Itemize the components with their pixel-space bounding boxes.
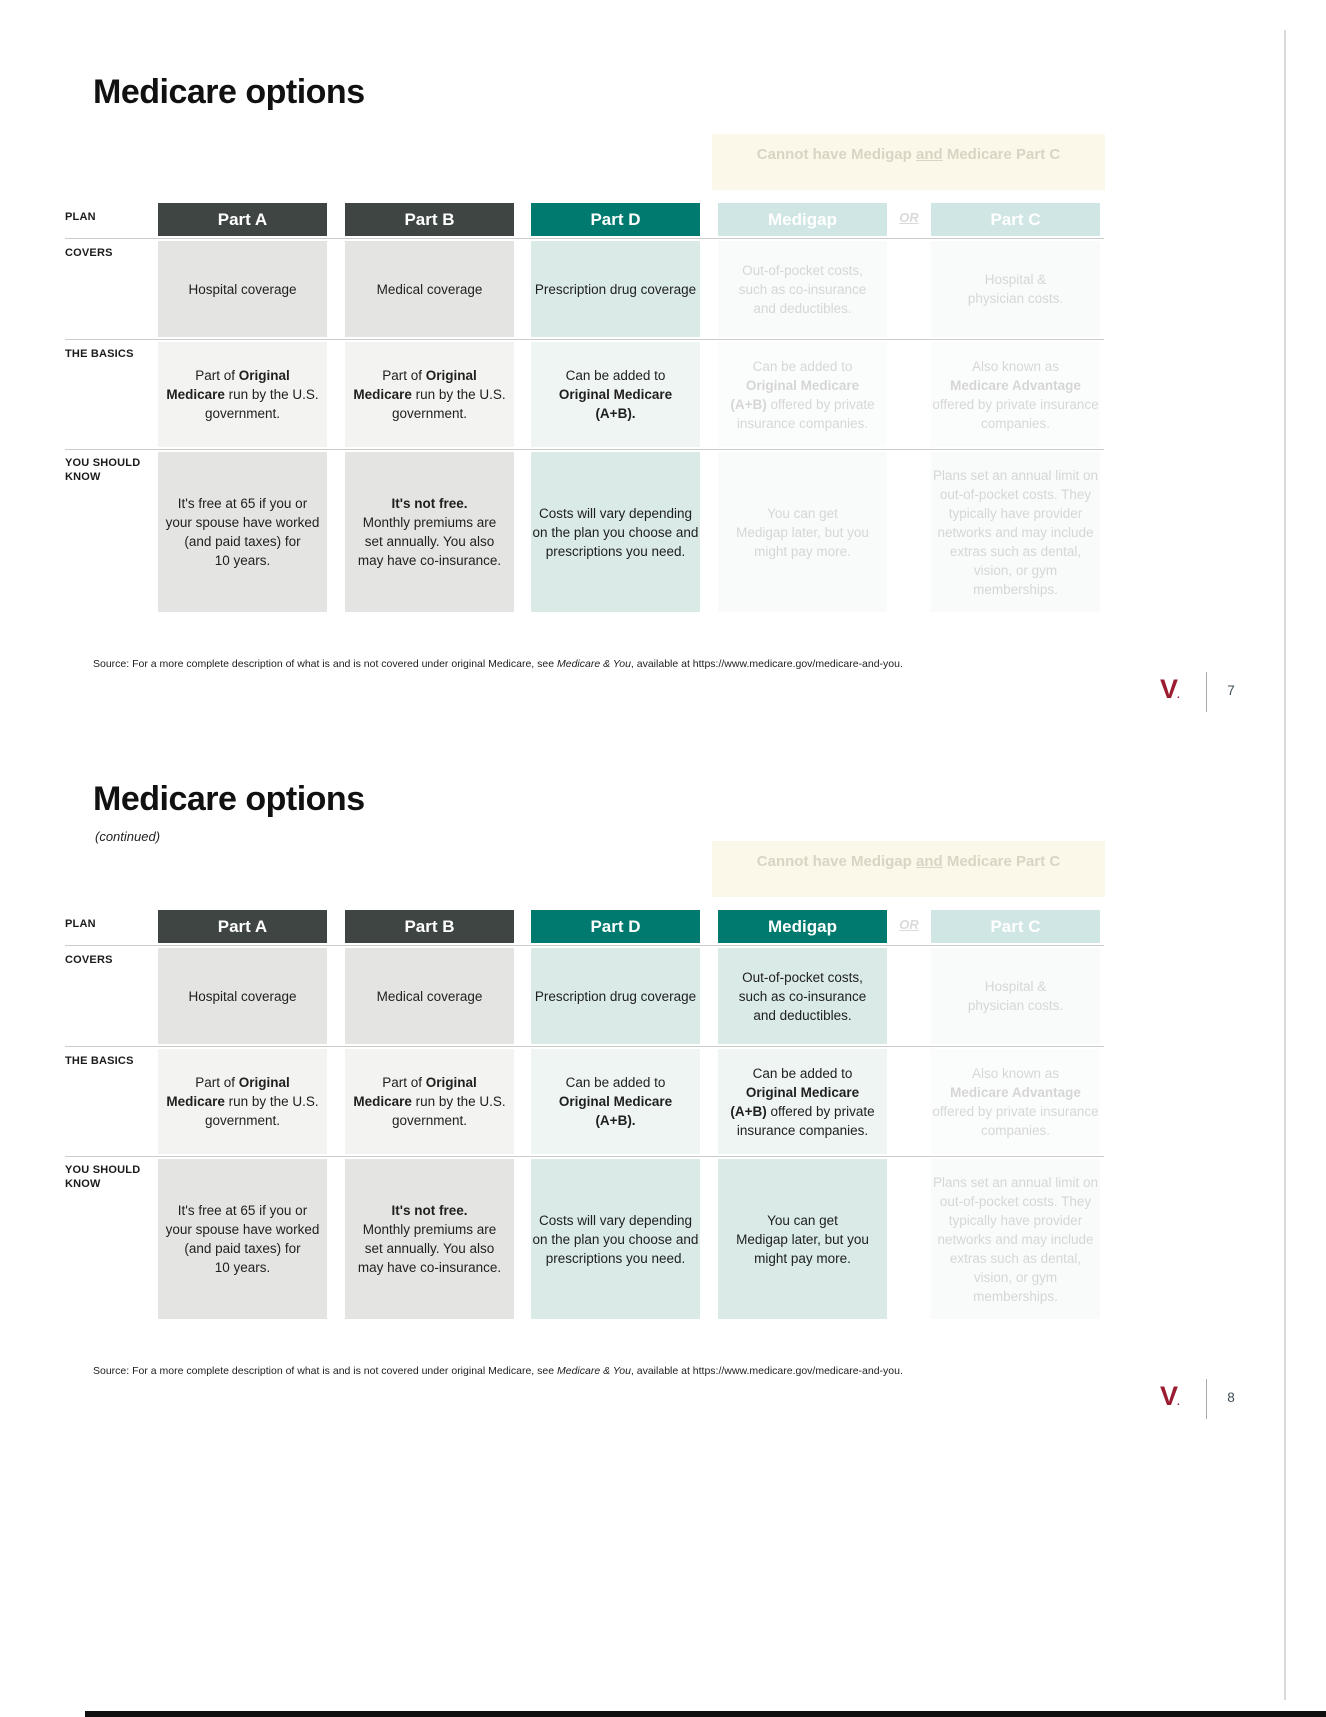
source-note: Source: For a more complete description of what is and is not covered under original Medicare, see Medicare & You, available at https://www.medicare.gov/medicare-and-you.: [93, 658, 903, 670]
slide-footer: [1150, 1379, 1280, 1425]
cell-part-b-basics: Part of Original Medicare run by the U.S. government.: [345, 1049, 514, 1154]
page-number: 7: [1227, 683, 1235, 698]
column-part-a: [158, 0, 327, 620]
page-number: 8: [1227, 1390, 1235, 1405]
cell-medigap-know: You can get Medigap later, but you might pay more.: [718, 452, 887, 612]
column-header-part-d: Part D: [531, 910, 700, 943]
page-subtitle-continued: (continued): [95, 829, 161, 844]
cell-medigap-basics: Can be added to Original Medicare (A+B) offered by private insurance companies.: [718, 1049, 887, 1154]
cannot-have-banner: Cannot have Medigap and Medicare Part C: [712, 134, 1105, 190]
row-label-covers: COVERS: [65, 954, 113, 966]
column-part-d: [531, 0, 700, 620]
cell-part-d-basics: Can be added to Original Medicare (A+B).: [531, 1049, 700, 1154]
cell-part-b-covers: Medical coverage: [345, 241, 514, 337]
cell-part-c-covers: Hospital & physician costs.: [931, 241, 1100, 337]
brand-v-logo: V.: [1160, 1381, 1179, 1411]
or-label: OR: [899, 210, 919, 225]
row-label-the-basics: THE BASICS: [65, 348, 134, 360]
column-header-medigap: Medigap: [718, 910, 887, 943]
row-label-you-should-know: YOU SHOULD KNOW: [65, 1164, 141, 1190]
comparison-table: [0, 0, 1326, 717]
cell-part-d-basics: Can be added to Original Medicare (A+B).: [531, 342, 700, 447]
page-title: Medicare options: [93, 780, 365, 818]
cell-medigap-covers: Out-of-pocket costs, such as co-insurance and deductibles.: [718, 948, 887, 1044]
column-header-part-a: Part A: [158, 203, 327, 236]
page-edge-line: [1284, 30, 1286, 1700]
banner-and-underlined: and: [915, 146, 943, 163]
row-label-covers: COVERS: [65, 247, 113, 259]
cell-part-c-know: Plans set an annual limit on out-of-pocket costs. They typically have provider networks and may include extras such as dental, vision, or gym memberships.: [931, 452, 1100, 612]
column-header-medigap: Medigap: [718, 203, 887, 236]
row-label-plan: PLAN: [65, 918, 96, 930]
column-part-a: [158, 707, 327, 1327]
column-header-part-c: Part C: [931, 203, 1100, 236]
slide-page-8: [0, 707, 1326, 1424]
bottom-bar: [85, 1711, 1326, 1717]
page-title: Medicare options: [93, 73, 365, 111]
slide-page-7: [0, 0, 1326, 717]
cell-part-d-know: Costs will vary depending on the plan you choose and prescriptions you need.: [531, 452, 700, 612]
cell-part-c-know: Plans set an annual limit on out-of-pocket costs. They typically have provider networks and may include extras such as dental, vision, or gym memberships.: [931, 1159, 1100, 1319]
cell-part-b-covers: Medical coverage: [345, 948, 514, 1044]
or-label: OR: [899, 917, 919, 932]
cell-part-c-basics: Also known as Medicare Advantage offered by private insurance companies.: [931, 1049, 1100, 1154]
banner-and-underlined: and: [915, 853, 943, 870]
row-label-the-basics: THE BASICS: [65, 1055, 134, 1067]
cell-part-d-covers: Prescription drug coverage: [531, 948, 700, 1044]
cell-part-b-basics: Part of Original Medicare run by the U.S. government.: [345, 342, 514, 447]
cell-part-a-know: It's free at 65 if you or your spouse have worked (and paid taxes) for 10 years.: [158, 452, 327, 612]
footer-divider: [1206, 672, 1207, 712]
cell-part-d-know: Costs will vary depending on the plan you choose and prescriptions you need.: [531, 1159, 700, 1319]
column-header-part-d: Part D: [531, 203, 700, 236]
cell-part-c-covers: Hospital & physician costs.: [931, 948, 1100, 1044]
comparison-table: [0, 707, 1326, 1424]
cell-part-b-know: It's not free. Monthly premiums are set annually. You also may have co-insurance.: [345, 1159, 514, 1319]
column-header-part-b: Part B: [345, 910, 514, 943]
cell-medigap-basics: Can be added to Original Medicare (A+B) offered by private insurance companies.: [718, 342, 887, 447]
column-header-part-b: Part B: [345, 203, 514, 236]
column-part-c: [931, 707, 1100, 1327]
row-label-you-should-know: YOU SHOULD KNOW: [65, 457, 141, 483]
cell-part-c-basics: Also known as Medicare Advantage offered by private insurance companies.: [931, 342, 1100, 447]
column-part-c: [931, 0, 1100, 620]
cell-part-a-basics: Part of Original Medicare run by the U.S. government.: [158, 342, 327, 447]
cell-medigap-covers: Out-of-pocket costs, such as co-insurance and deductibles.: [718, 241, 887, 337]
cell-part-a-covers: Hospital coverage: [158, 948, 327, 1044]
cell-part-d-covers: Prescription drug coverage: [531, 241, 700, 337]
source-note: Source: For a more complete description of what is and is not covered under original Medicare, see Medicare & You, available at https://www.medicare.gov/medicare-and-you.: [93, 1365, 903, 1377]
column-header-part-a: Part A: [158, 910, 327, 943]
cell-part-a-basics: Part of Original Medicare run by the U.S. government.: [158, 1049, 327, 1154]
brand-v-logo: V.: [1160, 674, 1179, 704]
column-header-part-c: Part C: [931, 910, 1100, 943]
row-label-plan: PLAN: [65, 211, 96, 223]
column-part-b: [345, 0, 514, 620]
footer-divider: [1206, 1379, 1207, 1419]
cannot-have-banner: Cannot have Medigap and Medicare Part C: [712, 841, 1105, 897]
cell-medigap-know: You can get Medigap later, but you might pay more.: [718, 1159, 887, 1319]
cell-part-b-know: It's not free. Monthly premiums are set annually. You also may have co-insurance.: [345, 452, 514, 612]
column-medigap: [718, 707, 887, 1327]
column-part-b: [345, 707, 514, 1327]
cell-part-a-covers: Hospital coverage: [158, 241, 327, 337]
cell-part-a-know: It's free at 65 if you or your spouse have worked (and paid taxes) for 10 years.: [158, 1159, 327, 1319]
column-part-d: [531, 707, 700, 1327]
column-medigap: [718, 0, 887, 620]
